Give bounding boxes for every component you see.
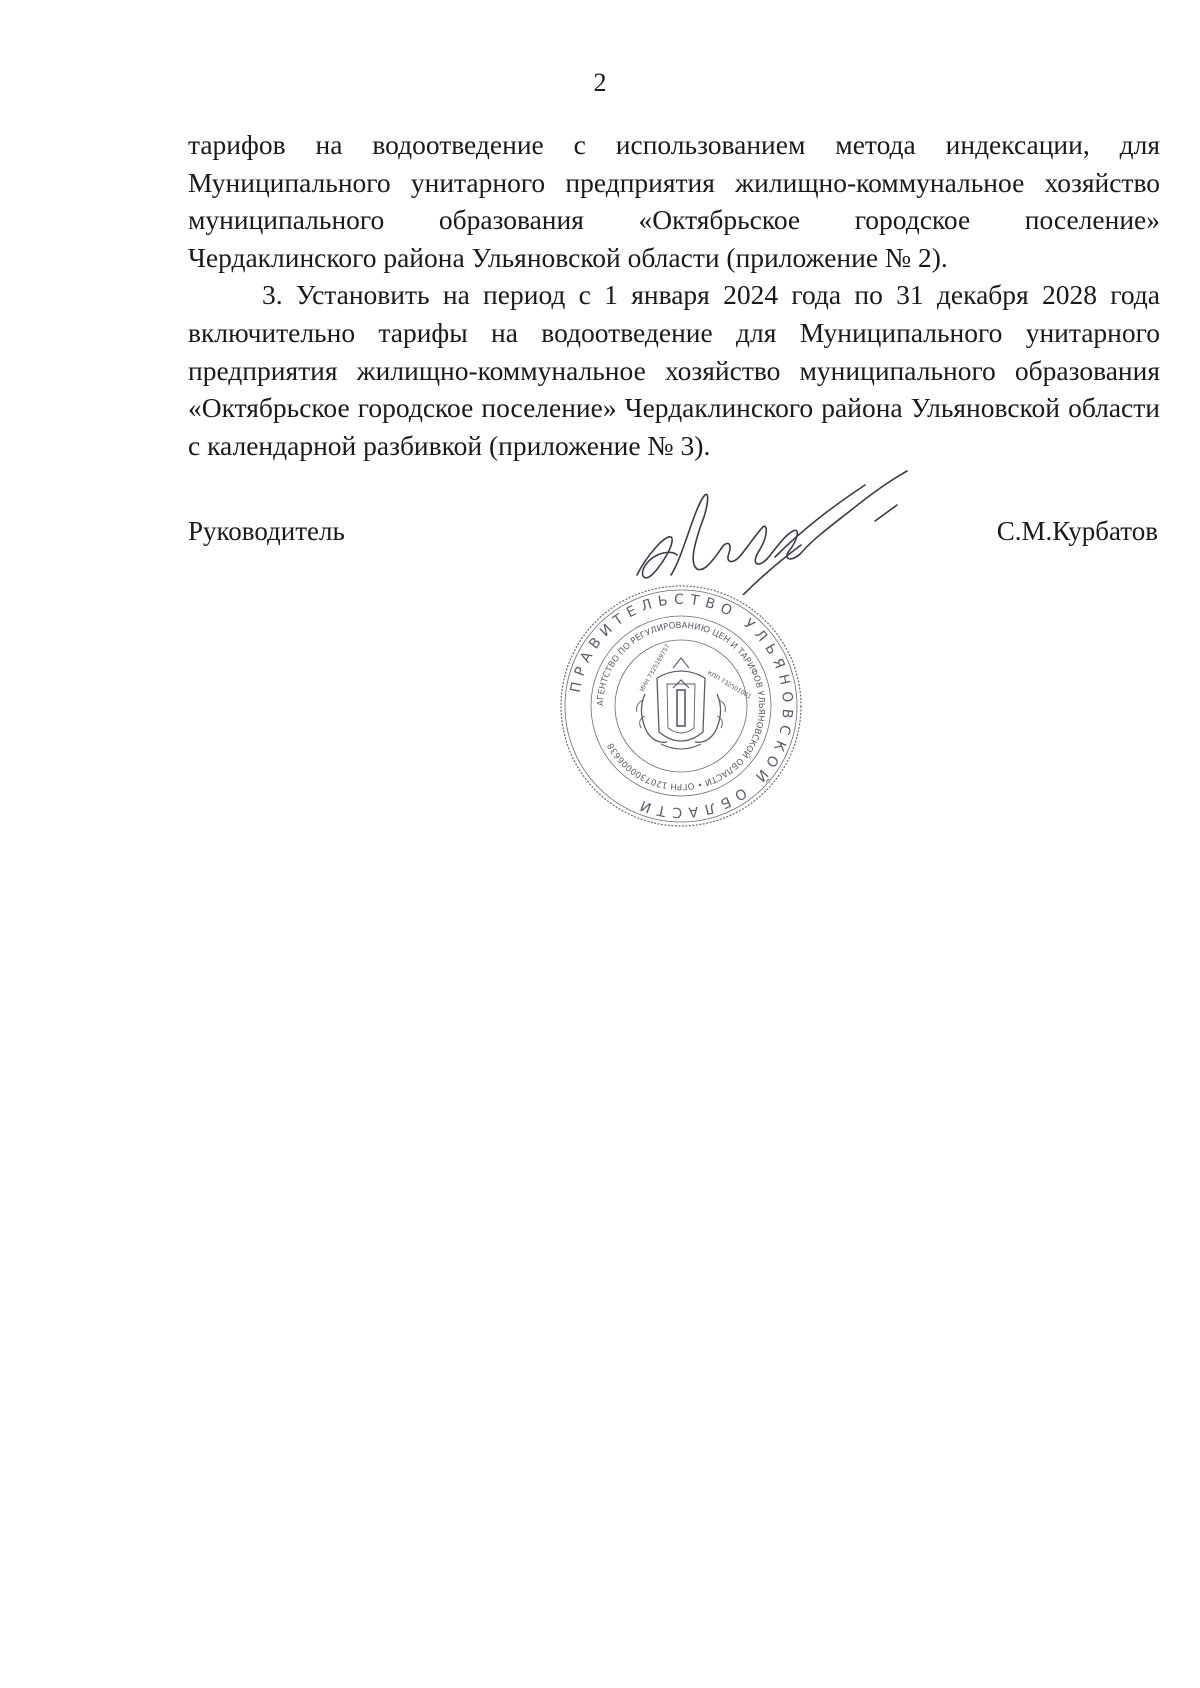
document-body: [188, 126, 1160, 464]
official-seal: [557, 582, 805, 830]
page-number: 2: [593, 68, 607, 97]
svg-text:КПП 732501001: КПП 732501001: [706, 669, 753, 701]
svg-text:ПРАВИТЕЛЬСТВО УЛЬЯНОВСКОЙ ОБЛА: ПРАВИТЕЛЬСТВО УЛЬЯНОВСКОЙ ОБЛАСТИ: [567, 591, 796, 821]
signatory-title: Руководитель: [188, 516, 345, 546]
paragraph-item-3: 3. Установить на период с 1 января 2024 года по 31 декабря 2028 года включительно тарифы на водоотведение для Муниципального унитарного предприятия жилищно-коммунальное хозяйство муниципального образования «Октябрьское городское поселение» Чердаклинского района Ульяновской области с календарной разбивкой (приложение № 3).: [188, 279, 1160, 461]
svg-text:ИНН 7325169757: ИНН 7325169757: [638, 643, 672, 693]
paragraph-continuation: тарифов на водоотведение с использованием метода индексации, для Муниципального унитарного предприятия жилищно-коммунальное хозяйство муниципального образования «Октябрьское городское поселение» Чердаклинского района Ульяновской области (приложение № 2).: [188, 129, 1160, 273]
handwritten-signature: [625, 465, 925, 595]
signatory-name: С.М.Курбатов: [996, 516, 1158, 546]
svg-text:АГЕНТСТВО ПО РЕГУЛИРОВАНИЮ ЦЕН: АГЕНТСТВО ПО РЕГУЛИРОВАНИЮ ЦЕН И ТАРИФОВ УЛЬЯНОВСКОЙ ОБЛАСТИ • ОГРН 1207300006638: [595, 620, 767, 792]
